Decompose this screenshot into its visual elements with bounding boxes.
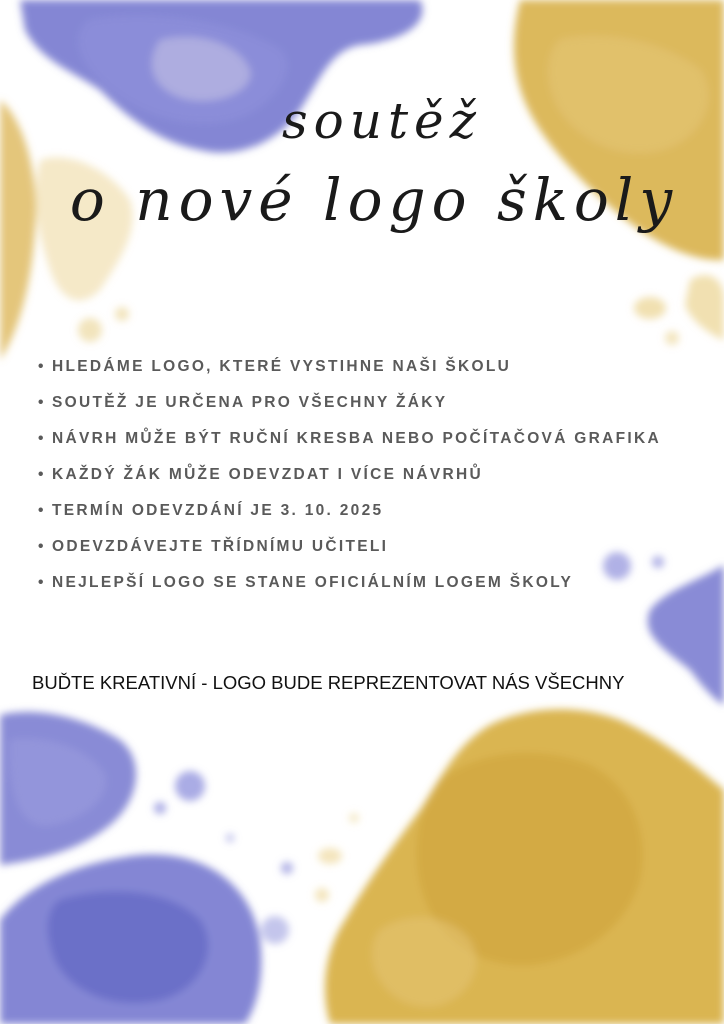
bullet-icon: •: [38, 538, 46, 555]
title-line-2: o nové logo školy: [69, 166, 679, 234]
rule-item: [38, 388, 710, 424]
rules-list: [38, 352, 710, 604]
rule-text: ODEVZDÁVEJTE TŘÍDNÍMU UČITELI: [52, 538, 389, 555]
title-line-1: soutěž: [282, 92, 482, 150]
rule-item: [38, 460, 710, 496]
slogan: BUĎTE KREATIVNÍ - LOGO BUDE REPREZENTOVAT NÁS VŠECHNY: [32, 672, 625, 693]
rule-item: [38, 352, 710, 388]
rule-item: [38, 496, 710, 532]
rule-text: NÁVRH MŮŽE BÝT RUČNÍ KRESBA NEBO POČÍTAČOVÁ GRAFIKA: [52, 430, 662, 447]
purple-blot-bottom-left: [0, 712, 293, 1024]
bullet-icon: •: [38, 466, 46, 483]
bullet-icon: •: [38, 394, 46, 411]
rule-text: HLEDÁME LOGO, KTERÉ VYSTIHNE NAŠI ŠKOLU: [52, 358, 512, 375]
gold-blot-bottom-right: [315, 709, 724, 1024]
bullet-icon: •: [38, 574, 46, 591]
rule-text: SOUTĚŽ JE URČENA PRO VŠECHNY ŽÁKY: [52, 394, 448, 411]
rule-text: KAŽDÝ ŽÁK MŮŽE ODEVZDAT I VÍCE NÁVRHŮ: [52, 466, 483, 483]
rule-item: [38, 424, 710, 460]
rule-item: [38, 532, 710, 568]
bullet-icon: •: [38, 358, 46, 375]
bullet-icon: •: [38, 502, 46, 519]
rule-text: NEJLEPŠÍ LOGO SE STANE OFICIÁLNÍM LOGEM ŠKOLY: [52, 574, 574, 591]
rule-text: TERMÍN ODEVZDÁNÍ JE 3. 10. 2025: [52, 502, 384, 519]
bullet-icon: •: [38, 430, 46, 447]
rule-item: [38, 568, 710, 604]
